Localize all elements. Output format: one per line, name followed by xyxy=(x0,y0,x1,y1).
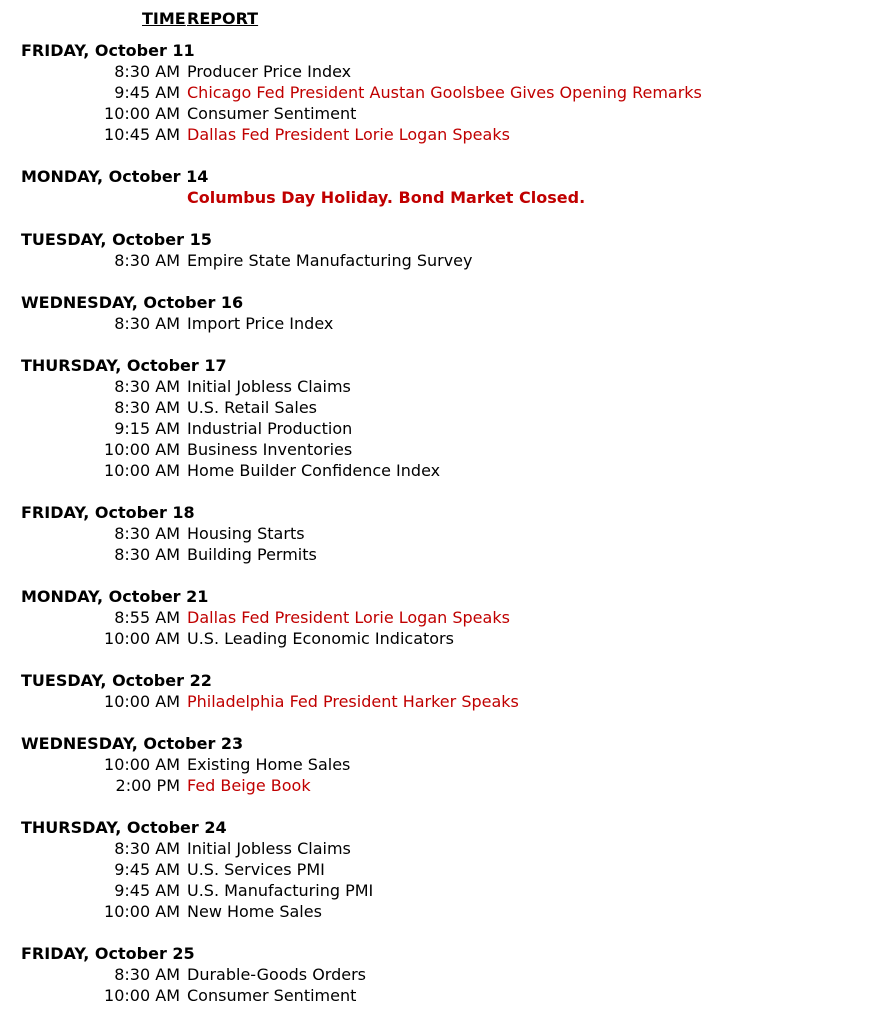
day-group xyxy=(0,229,896,271)
day-group xyxy=(0,502,896,565)
event-report: Chicago Fed President Austan Goolsbee Gives Opening Remarks xyxy=(187,83,702,102)
event-time: 10:00 AM xyxy=(104,440,180,459)
event-report: Initial Jobless Claims xyxy=(187,839,351,858)
event-time: 8:30 AM xyxy=(114,62,180,81)
event-row xyxy=(0,691,896,712)
event-time: 8:30 AM xyxy=(114,524,180,543)
event-time: 9:15 AM xyxy=(114,419,180,438)
event-time: 8:30 AM xyxy=(114,545,180,564)
event-row xyxy=(0,964,896,985)
event-row xyxy=(0,628,896,649)
day-header: MONDAY, October 14 xyxy=(21,167,209,186)
event-row xyxy=(0,460,896,481)
event-row xyxy=(0,544,896,565)
event-time: 10:00 AM xyxy=(104,902,180,921)
event-row xyxy=(0,187,896,208)
event-report: U.S. Manufacturing PMI xyxy=(187,881,374,900)
day-header: FRIDAY, October 18 xyxy=(21,503,195,522)
economic-calendar xyxy=(0,40,896,1027)
event-row xyxy=(0,859,896,880)
event-report: Fed Beige Book xyxy=(187,776,311,795)
event-time: 10:45 AM xyxy=(104,125,180,144)
event-report: Durable-Goods Orders xyxy=(187,965,367,984)
event-time: 8:30 AM xyxy=(114,965,180,984)
event-row xyxy=(0,754,896,775)
event-report: U.S. Leading Economic Indicators xyxy=(187,629,454,648)
report-column-header: REPORT xyxy=(187,9,259,28)
event-row xyxy=(0,61,896,82)
event-time: 8:30 AM xyxy=(114,377,180,396)
time-column-header: TIME xyxy=(142,9,186,28)
event-time: 8:30 AM xyxy=(114,251,180,270)
day-group xyxy=(0,670,896,712)
event-row xyxy=(0,313,896,334)
day-header: WEDNESDAY, October 23 xyxy=(21,734,244,753)
day-group xyxy=(0,355,896,481)
event-report: Existing Home Sales xyxy=(187,755,351,774)
day-group xyxy=(0,817,896,922)
event-row xyxy=(0,82,896,103)
day-group xyxy=(0,733,896,796)
event-time: 9:45 AM xyxy=(114,83,180,102)
event-row xyxy=(0,901,896,922)
event-report: Industrial Production xyxy=(187,419,353,438)
day-header: FRIDAY, October 11 xyxy=(21,41,195,60)
event-row xyxy=(0,397,896,418)
event-time: 8:30 AM xyxy=(114,314,180,333)
day-header: FRIDAY, October 25 xyxy=(21,944,195,963)
event-report: Empire State Manufacturing Survey xyxy=(187,251,473,270)
event-report: Housing Starts xyxy=(187,524,305,543)
event-row xyxy=(0,838,896,859)
day-group xyxy=(0,40,896,145)
event-row xyxy=(0,775,896,796)
event-row xyxy=(0,880,896,901)
event-time: 10:00 AM xyxy=(104,104,180,123)
day-header: TUESDAY, October 22 xyxy=(21,671,212,690)
day-header: WEDNESDAY, October 16 xyxy=(21,293,244,312)
event-report: Initial Jobless Claims xyxy=(187,377,351,396)
day-group xyxy=(0,586,896,649)
day-group xyxy=(0,292,896,334)
event-time: 10:00 AM xyxy=(104,461,180,480)
event-row xyxy=(0,523,896,544)
day-group xyxy=(0,166,896,208)
event-report: New Home Sales xyxy=(187,902,322,921)
day-group xyxy=(0,943,896,1006)
event-row xyxy=(0,103,896,124)
event-report: Dallas Fed President Lorie Logan Speaks xyxy=(187,125,510,144)
event-report: U.S. Services PMI xyxy=(187,860,325,879)
event-row xyxy=(0,985,896,1006)
event-report: Home Builder Confidence Index xyxy=(187,461,441,480)
event-report: U.S. Retail Sales xyxy=(187,398,318,417)
event-time: 8:55 AM xyxy=(114,608,180,627)
event-row xyxy=(0,418,896,439)
event-row xyxy=(0,439,896,460)
column-header xyxy=(0,8,896,29)
event-report: Producer Price Index xyxy=(187,62,352,81)
event-row xyxy=(0,250,896,271)
event-report: Columbus Day Holiday. Bond Market Closed. xyxy=(187,188,586,207)
event-row xyxy=(0,607,896,628)
event-row xyxy=(0,376,896,397)
event-time: 10:00 AM xyxy=(104,986,180,1005)
event-report: Consumer Sentiment xyxy=(187,104,357,123)
event-report: Building Permits xyxy=(187,545,317,564)
event-report: Dallas Fed President Lorie Logan Speaks xyxy=(187,608,510,627)
event-report: Philadelphia Fed President Harker Speaks xyxy=(187,692,519,711)
event-time: 9:45 AM xyxy=(114,881,180,900)
day-header: MONDAY, October 21 xyxy=(21,587,209,606)
event-time: 8:30 AM xyxy=(114,398,180,417)
event-report: Business Inventories xyxy=(187,440,353,459)
event-row xyxy=(0,124,896,145)
event-time: 2:00 PM xyxy=(115,776,180,795)
event-time: 9:45 AM xyxy=(114,860,180,879)
event-time: 8:30 AM xyxy=(114,839,180,858)
event-time: 10:00 AM xyxy=(104,692,180,711)
day-header: THURSDAY, October 17 xyxy=(21,356,227,375)
day-header: TUESDAY, October 15 xyxy=(21,230,212,249)
event-report: Import Price Index xyxy=(187,314,334,333)
day-header: THURSDAY, October 24 xyxy=(21,818,227,837)
event-time: 10:00 AM xyxy=(104,755,180,774)
event-report: Consumer Sentiment xyxy=(187,986,357,1005)
event-time: 10:00 AM xyxy=(104,629,180,648)
